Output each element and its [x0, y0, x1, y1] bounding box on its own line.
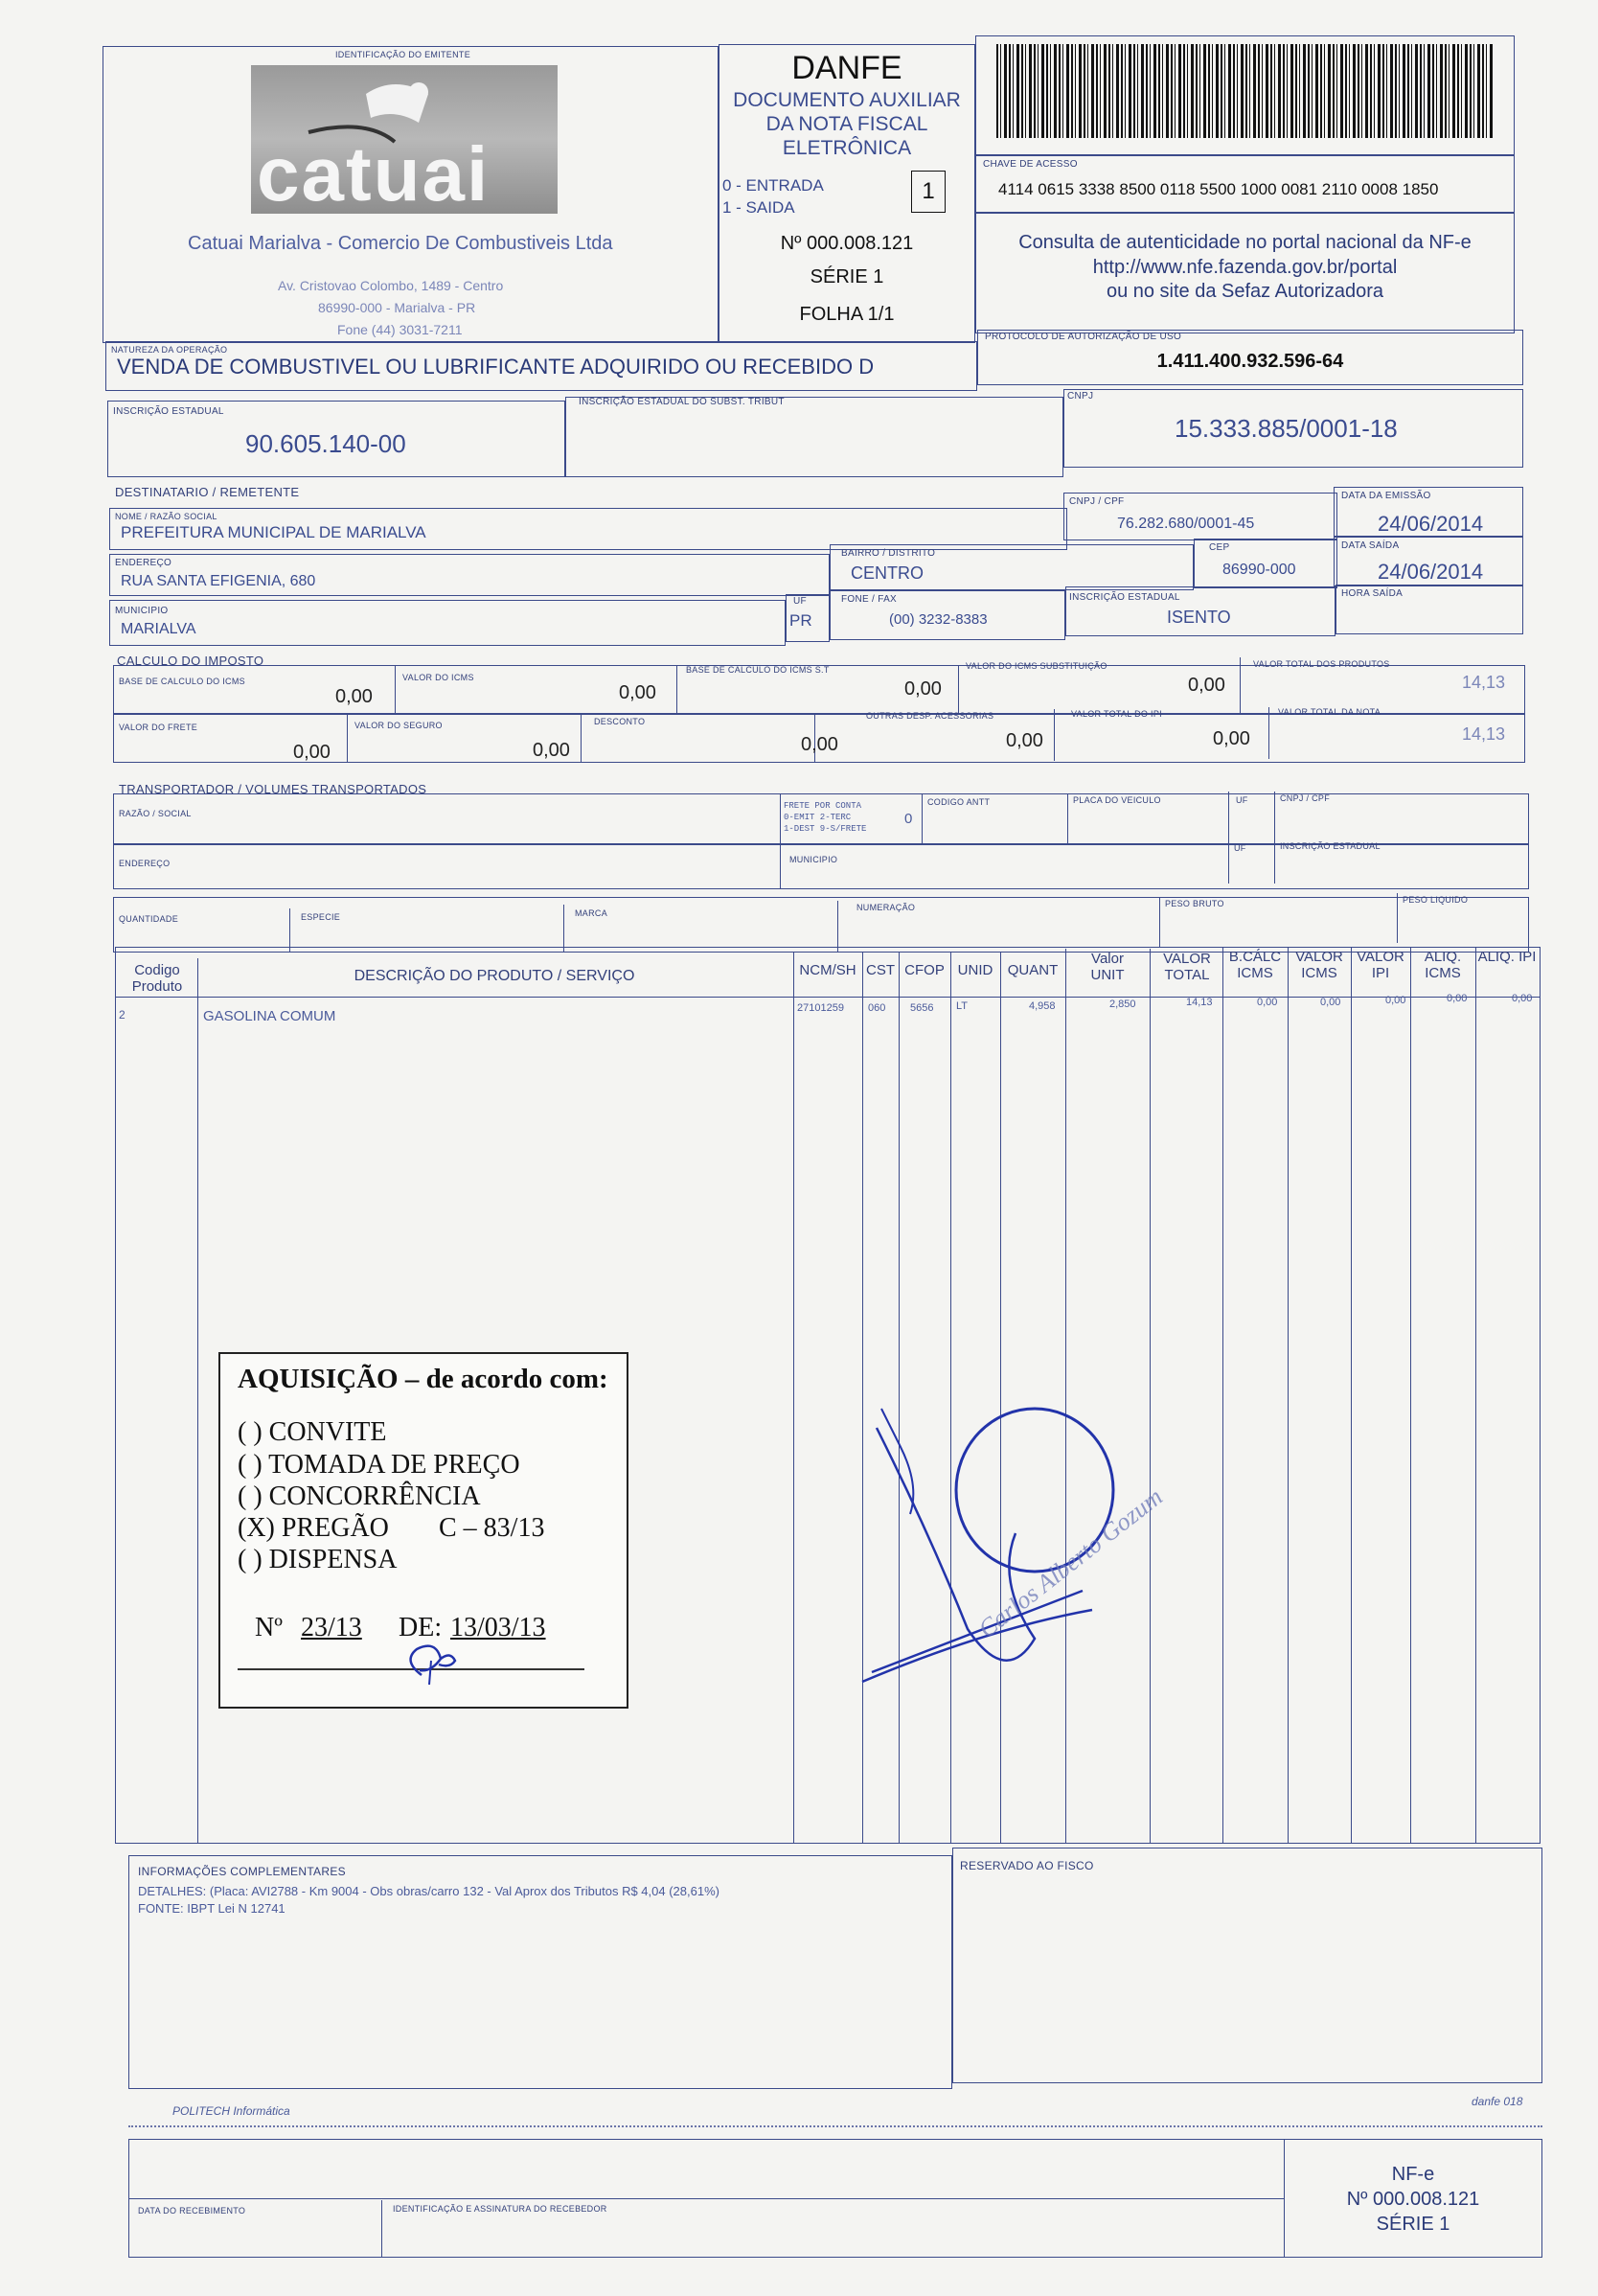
- desconto-label: DESCONTO: [594, 717, 646, 726]
- th-vunit: Valor UNIT: [1090, 951, 1125, 983]
- v-prod: 14,13: [1462, 673, 1506, 692]
- barcode: [996, 44, 1495, 138]
- row-aicms: 0,00: [1447, 993, 1468, 1004]
- bc-st: 0,00: [904, 678, 942, 700]
- v-prod-label: VALOR TOTAL DOS PRODUTOS: [1253, 659, 1390, 669]
- th-cst: CST: [866, 962, 895, 978]
- bc-icms-label: BASE DE CALCULO DO ICMS: [119, 677, 245, 686]
- danfe-numero: Nº 000.008.121: [780, 233, 914, 254]
- dest-endereco-label: ENDEREÇO: [115, 558, 172, 568]
- outras-label: OUTRAS DESP. ACESSORIAS: [866, 711, 994, 721]
- aquisicao-stamp: [218, 1352, 628, 1709]
- ie-st-label: INSCRIÇÃO ESTADUAL DO SUBST. TRIBUT: [579, 397, 785, 407]
- row-quant: 4,958: [1029, 1000, 1056, 1012]
- cnpj-emit-value: 15.333.885/0001-18: [1175, 414, 1398, 443]
- row-cfop: 5656: [910, 1002, 934, 1014]
- stamp-title: AQUISIÇÃO – de acordo com:: [238, 1364, 608, 1394]
- frete: 0,00: [293, 742, 331, 763]
- stamp-opt4: (X) PREGÃO: [238, 1513, 389, 1543]
- footer-nfe: NF-e: [1391, 2164, 1435, 2185]
- emitente-city: 86990-000 - Marialva - PR: [318, 300, 476, 315]
- th-ncm: NCM/SH: [799, 962, 856, 978]
- dest-cnpj-label: CNPJ / CPF: [1069, 496, 1125, 507]
- company-logo: [251, 65, 558, 217]
- marca-label: MARCA: [575, 908, 608, 918]
- signature-stamp-text: Carlos Alberto Gozum: [972, 1482, 1168, 1643]
- dest-fone: (00) 3232-8383: [889, 611, 988, 628]
- dest-hora-label: HORA SAÍDA: [1341, 588, 1404, 599]
- transp-uf-label: UF: [1236, 795, 1248, 805]
- dest-emissao-label: DATA DA EMISSÃO: [1341, 491, 1431, 501]
- row-descricao: GASOLINA COMUM: [203, 1008, 336, 1024]
- dest-ie: ISENTO: [1167, 608, 1231, 627]
- info-label: INFORMAÇÕES COMPLEMENTARES: [138, 1865, 346, 1878]
- stamp-num-label: Nº: [255, 1613, 283, 1642]
- transp-ie-label: INSCRIÇÃO ESTADUAL: [1280, 841, 1381, 851]
- data-recebimento-label: DATA DO RECEBIMENTO: [138, 2206, 246, 2216]
- dest-cep: 86990-000: [1222, 562, 1296, 578]
- th-bcicms: B.CÁLC ICMS: [1228, 949, 1282, 981]
- stamp-opt3: ( ) CONCORRÊNCIA: [238, 1481, 481, 1511]
- row-aipi: 0,00: [1512, 993, 1533, 1004]
- signature: [843, 1342, 1245, 1725]
- placa-label: PLACA DO VEICULO: [1073, 795, 1161, 805]
- liquido-label: PESO LIQUIDO: [1403, 895, 1469, 905]
- emitente-address: Av. Cristovao Colombo, 1489 - Centro: [278, 278, 504, 293]
- bc-st-label: BASE DE CALCULO DO ICMS S.T: [686, 665, 830, 675]
- natureza-label: NATUREZA DA OPERAÇÃO: [111, 345, 228, 355]
- consulta-3: ou no site da Sefaz Autorizadora: [1106, 281, 1384, 302]
- stamp-date: 13/03/13: [450, 1613, 546, 1642]
- fisco-label: RESERVADO AO FISCO: [960, 1859, 1094, 1872]
- stamp-opt4-ref: C – 83/13: [439, 1513, 545, 1543]
- natureza-value: VENDA DE COMBUSTIVEL OU LUBRIFICANTE ADQUIRIDO OU RECEBIDO D: [117, 355, 875, 379]
- cut-line: [128, 2125, 1542, 2127]
- v-icms: 0,00: [619, 682, 656, 703]
- th-vipi: VALOR IPI: [1357, 949, 1404, 981]
- row-bcicms: 0,00: [1257, 997, 1278, 1008]
- numeracao-label: NUMERAÇÃO: [856, 903, 916, 912]
- stamp-opt1: ( ) CONVITE: [238, 1417, 387, 1447]
- footer-serie: SÉRIE 1: [1376, 2214, 1450, 2235]
- qtd-label: QUANTIDADE: [119, 914, 179, 924]
- frete-conta-2: 0-EMIT 2-TERC: [784, 813, 852, 822]
- danfe-subtitle-3: ELETRÔNICA: [782, 137, 912, 159]
- dest-ie-label: INSCRIÇÃO ESTADUAL: [1069, 592, 1180, 603]
- saida-label: 1 - SAIDA: [722, 198, 795, 217]
- ie-value: 90.605.140-00: [245, 429, 406, 458]
- imposto-section: CALCULO DO IMPOSTO: [117, 654, 264, 668]
- transp-cnpj-label: CNPJ / CPF: [1280, 793, 1331, 803]
- danfe-serie: SÉRIE 1: [810, 266, 884, 287]
- row-vtotal: 14,13: [1186, 997, 1213, 1008]
- frete-conta-3: 1-DEST 9-S/FRETE: [784, 824, 867, 834]
- th-unid: UNID: [957, 962, 993, 978]
- dest-municipio-box: [109, 600, 786, 646]
- protocolo-label: PROTOCOLO DE AUTORIZAÇÃO DE USO: [985, 332, 1182, 342]
- dest-uf: PR: [789, 611, 812, 630]
- row-cst: 060: [868, 1002, 886, 1014]
- row-vicms: 0,00: [1320, 997, 1341, 1008]
- dest-bairro-label: BAIRRO / DISTRITO: [841, 548, 936, 559]
- dest-municipio-label: MUNICIPIO: [115, 606, 169, 616]
- dest-emissao: 24/06/2014: [1378, 512, 1484, 536]
- transp-municipio-label: MUNICIPIO: [789, 855, 838, 864]
- dest-cep-label: CEP: [1209, 542, 1230, 553]
- v-st-label: VALOR DO ICMS SUBSTITUIÇÃO: [966, 661, 1107, 671]
- razao-label: RAZÃO / SOCIAL: [119, 809, 192, 818]
- frete-conta-value: 0: [904, 811, 913, 827]
- info-line1: DETALHES: (Placa: AVI2788 - Km 9004 - Obs obras/carro 132 - Val Aprox dos Tributos R$ 4,04 (28,61%): [138, 1884, 719, 1898]
- dest-endereco: RUA SANTA EFIGENIA, 680: [121, 573, 316, 589]
- emitente-label: IDENTIFICAÇÃO DO EMITENTE: [335, 50, 471, 59]
- stamp-num: 23/13: [301, 1613, 362, 1642]
- transp-endereco-label: ENDEREÇO: [119, 859, 171, 868]
- footer-right: danfe 018: [1472, 2095, 1523, 2108]
- emitente-phone: Fone (44) 3031-7211: [337, 322, 463, 337]
- fisco-box: [952, 1848, 1542, 2083]
- nota-label: VALOR TOTAL DA NOTA: [1278, 707, 1381, 717]
- footer-numero: Nº 000.008.121: [1346, 2189, 1480, 2210]
- dest-nome: PREFEITURA MUNICIPAL DE MARIALVA: [121, 523, 426, 541]
- dest-fone-label: FONE / FAX: [841, 594, 898, 605]
- cnpj-emit-label: CNPJ: [1067, 391, 1094, 402]
- dest-nome-label: NOME / RAZÃO SOCIAL: [115, 512, 217, 521]
- assinatura-label: IDENTIFICAÇÃO E ASSINATURA DO RECEBEDOR: [393, 2204, 607, 2214]
- dest-cnpj: 76.282.680/0001-45: [1117, 516, 1255, 532]
- especie-label: ESPECIE: [301, 912, 341, 922]
- emitente-name: Catuai Marialva - Comercio De Combustiveis Ltda: [188, 233, 613, 254]
- stamp-initials: [393, 1632, 469, 1689]
- row-vipi: 0,00: [1385, 995, 1406, 1006]
- consulta-1: Consulta de autenticidade no portal nacional da NF-e: [1018, 232, 1472, 253]
- row-codigo: 2: [119, 1008, 126, 1022]
- th-aipi: ALIQ. IPI: [1477, 949, 1537, 965]
- frete-label: VALOR DO FRETE: [119, 723, 198, 732]
- row-ncm: 27101259: [797, 1002, 844, 1014]
- chave-value: 4114 0615 3338 8500 0118 5500 1000 0081 2110 0008 1850: [998, 180, 1439, 198]
- desconto: 0,00: [801, 734, 838, 755]
- ie-st-box: [565, 397, 1063, 477]
- stamp-opt2: ( ) TOMADA DE PREÇO: [238, 1450, 520, 1480]
- outras: 0,00: [1006, 730, 1043, 751]
- destinatario-section: DESTINATARIO / REMETENTE: [115, 485, 300, 499]
- dest-saida-label: DATA SAÍDA: [1341, 540, 1400, 551]
- danfe-subtitle-1: DOCUMENTO AUXILIAR: [733, 89, 961, 111]
- th-vtotal: VALOR TOTAL: [1163, 951, 1211, 983]
- th-cfop: CFOP: [904, 962, 945, 978]
- stamp-opt5: ( ) DISPENSA: [238, 1545, 398, 1574]
- dest-saida: 24/06/2014: [1378, 560, 1484, 584]
- row-vunit: 2,850: [1109, 999, 1136, 1010]
- v-st: 0,00: [1188, 675, 1225, 696]
- ipi: 0,00: [1213, 728, 1250, 749]
- frete-conta-1: FRETE POR CONTA: [784, 801, 862, 811]
- th-codigo: Codigo Produto: [131, 962, 183, 995]
- entrada-label: 0 - ENTRADA: [722, 176, 824, 195]
- danfe-title: DANFE: [791, 50, 902, 86]
- logo-text: catuai: [257, 131, 491, 217]
- tipo-box: 1: [911, 171, 946, 213]
- info-line2: FONTE: IBPT Lei N 12741: [138, 1901, 285, 1916]
- row-unid: LT: [956, 1000, 969, 1012]
- dest-bairro: CENTRO: [851, 563, 924, 583]
- th-aicms: ALIQ. ICMS: [1424, 949, 1462, 981]
- th-quant: QUANT: [1007, 962, 1059, 978]
- bc-icms: 0,00: [335, 686, 373, 707]
- th-descricao: DESCRIÇÃO DO PRODUTO / SERVIÇO: [354, 968, 635, 984]
- danfe-folha: FOLHA 1/1: [799, 304, 895, 325]
- seguro-label: VALOR DO SEGURO: [354, 721, 443, 730]
- bruto-label: PESO BRUTO: [1165, 899, 1224, 908]
- dest-municipio: MARIALVA: [121, 621, 196, 637]
- th-vicms: VALOR ICMS: [1295, 949, 1343, 981]
- nota: 14,13: [1462, 724, 1506, 744]
- consulta-2: http://www.nfe.fazenda.gov.br/portal: [1092, 257, 1398, 278]
- stamp-de-label: DE:: [399, 1613, 443, 1642]
- seguro: 0,00: [533, 740, 570, 761]
- chave-label: CHAVE DE ACESSO: [983, 159, 1078, 170]
- ipi-label: VALOR TOTAL DO IPI: [1071, 709, 1162, 719]
- danfe-subtitle-2: DA NOTA FISCAL: [765, 113, 928, 135]
- antt-label: CODIGO ANTT: [927, 797, 991, 807]
- ie-label: INSCRIÇÃO ESTADUAL: [113, 406, 224, 417]
- v-icms-label: VALOR DO ICMS: [402, 673, 474, 682]
- transp-row3: [113, 897, 1529, 953]
- transporte-section: TRANSPORTADOR / VOLUMES TRANSPORTADOS: [119, 782, 427, 796]
- dest-uf-label: UF: [793, 596, 807, 607]
- footer-left: POLITECH Informática: [172, 2104, 290, 2118]
- protocolo-value: 1.411.400.932.596-64: [1156, 351, 1344, 372]
- transp-uf2-label: UF: [1234, 843, 1246, 853]
